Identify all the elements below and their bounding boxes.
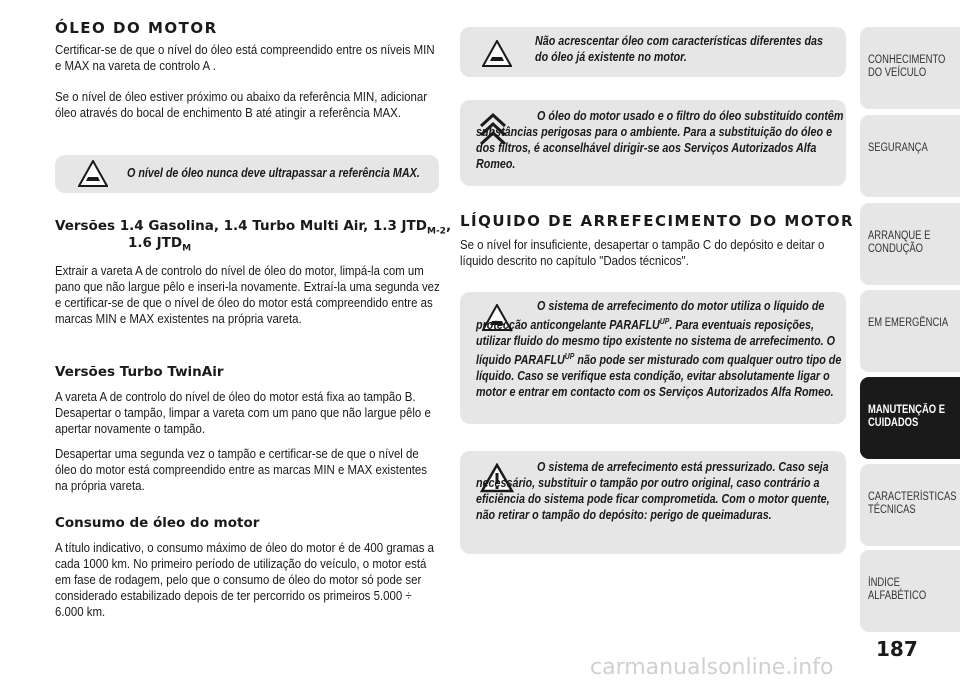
heading-turbo-twinair: Versões Turbo TwinAir [55,364,224,380]
note-environment-text: O óleo do motor usado e o filtro do óleo substituído contêm substâncias perigosas para o ambiente. Para a substituição do óleo e dos filtros, é aconselhável dirigir-se aos Serviços Autorizados Alfa Romeo. [476,109,844,171]
paraflu-text-c: não pode ser misturado com qualquer outro tipo de líquido. Caso se verifique esta condição, evitar absolutamente ligar o motor e entrar em contacto com os Serviços Autorizados Alfa Romeo. [476,353,842,400]
section-title-engine-oil: ÓLEO DO MOTOR [55,19,218,37]
tab-label: CONHECIMENTO DO VEÍCULO [868,54,946,79]
note-paraflu-text [476,298,848,400]
car-warning-icon [482,40,512,67]
tab-caracteristicas[interactable] [860,464,960,546]
tab-label: EM EMERGÊNCIA [868,317,949,329]
tab-seguranca[interactable] [860,115,960,197]
note-oil-max-text: O nível de óleo nunca deve ultrapassar a referência MAX. [127,166,420,180]
paragraph-coolant-fill: Se o nível for insuficiente, desapertar o tampão C do depósito e deitar o líquido descrito no capítulo "Dados técnicos". [460,237,825,268]
paraflu-text-b: . Para eventuais reposições, utilizar fluido do mesmo tipo existente no sistema de arrefecimento. O líquido PARAFLU [476,318,836,368]
paragraph-dipstick-procedure: Extrair a vareta A de controlo do nível de óleo do motor, limpá-la com um pano que não largue pêlo e inseri-la novamente. Extraí-la uma segunda vez e certificar-se de que o nível de óleo do motor está compreendido entre as marcas MIN e MAX existentes na própria vareta. [55,263,440,326]
paragraph-oil-check: Certificar-se de que o nível do óleo está compreendido entre os níveis MIN e MAX na vareta de controlo A . [55,42,435,73]
note-oil-max [55,155,439,193]
note-oil-mixing [460,27,846,77]
paragraph-oil-consumption: A título indicativo, o consumo máximo de óleo do motor é de 400 gramas a cada 1000 km. No primeiro período de utilização do veículo, o motor está em fase de rodagem, pelo que o consumo de óleo do motor só pode ser considerado estabilizado depois de ter percorrido os primeiros 5.000 ÷ 6.000 km. [55,540,435,619]
note-pressurized [460,451,846,554]
tab-label: MANUTENÇÃO E CUIDADOS [868,404,946,429]
tab-conhecimento[interactable] [860,27,960,109]
tab-label: SEGURANÇA [868,142,928,154]
paragraph-twinair-check: Desapertar uma segunda vez o tampão e certificar-se de que o nível de óleo do motor está compreendido entre as marcas MIN e MAX existentes na própria vareta. [55,446,427,493]
heading-sub-m: M [182,243,192,254]
tab-arranque[interactable] [860,203,960,285]
heading-oil-consumption: Consumo de óleo do motor [55,515,260,531]
paraflu-sup-2: UP [564,352,575,362]
heading-versions-jtd: 1.6 JTD [128,235,183,251]
heading-versions-line2 [128,235,191,254]
tab-indice[interactable] [860,550,960,632]
paragraph-oil-add: Se o nível de óleo estiver próximo ou abaixo da referência MIN, adicionar óleo através do bocal de enchimento B até atingir a referência MAX. [55,89,428,120]
page-number: 187 [876,637,918,661]
note-environment [460,100,846,186]
tab-emergencia[interactable] [860,290,960,372]
tab-label: ARRANQUE E CONDUÇÃO [868,230,931,255]
tab-label: CARACTERÍSTICAS TÉCNICAS [868,491,957,516]
note-paraflu [460,292,846,424]
paraflu-text-a: O sistema de arrefecimento do motor utiliza o líquido de protecção anticongelante PARAFLU [476,299,825,333]
note-pressurized-text: O sistema de arrefecimento está pressurizado. Caso seja necessário, substituir o tampão por outro original, caso contrário a eficiência do sistema pode ficar comprometida. Com o motor quente, não retirar o tampão do depósito: perigo de queimaduras. [476,460,830,522]
heading-versions-gasoline: Versões 1.4 Gasolina, 1.4 Turbo Multi Air, 1.3 $JTD_{M-2}$, [55,218,452,237]
heading-versions-line1: Versões 1.4 Gasolina, 1.4 Turbo Multi Air, 1.3 JTD [55,218,427,234]
tab-manutencao[interactable] [860,377,960,459]
section-title-coolant: LÍQUIDO DE ARREFECIMENTO DO MOTOR [460,212,855,230]
paragraph-twinair-dipstick: A vareta A de controlo do nível de óleo do motor está fixa ao tampão B. Desapertar o tampão, limpar a vareta com um pano que não largue pêlo e apertar novamente o tampão. [55,389,431,436]
paraflu-sup-1: UP [659,317,670,326]
heading-sub-m2: M-2 [426,226,446,237]
car-warning-icon [78,160,108,187]
note-oil-mixing-text: Não acrescentar óleo com características diferentes das do óleo já existente no motor. [535,34,824,64]
tab-label: ÍNDICE ALFABÉTICO [868,577,927,602]
watermark: carmanualsonline.info [590,655,834,680]
